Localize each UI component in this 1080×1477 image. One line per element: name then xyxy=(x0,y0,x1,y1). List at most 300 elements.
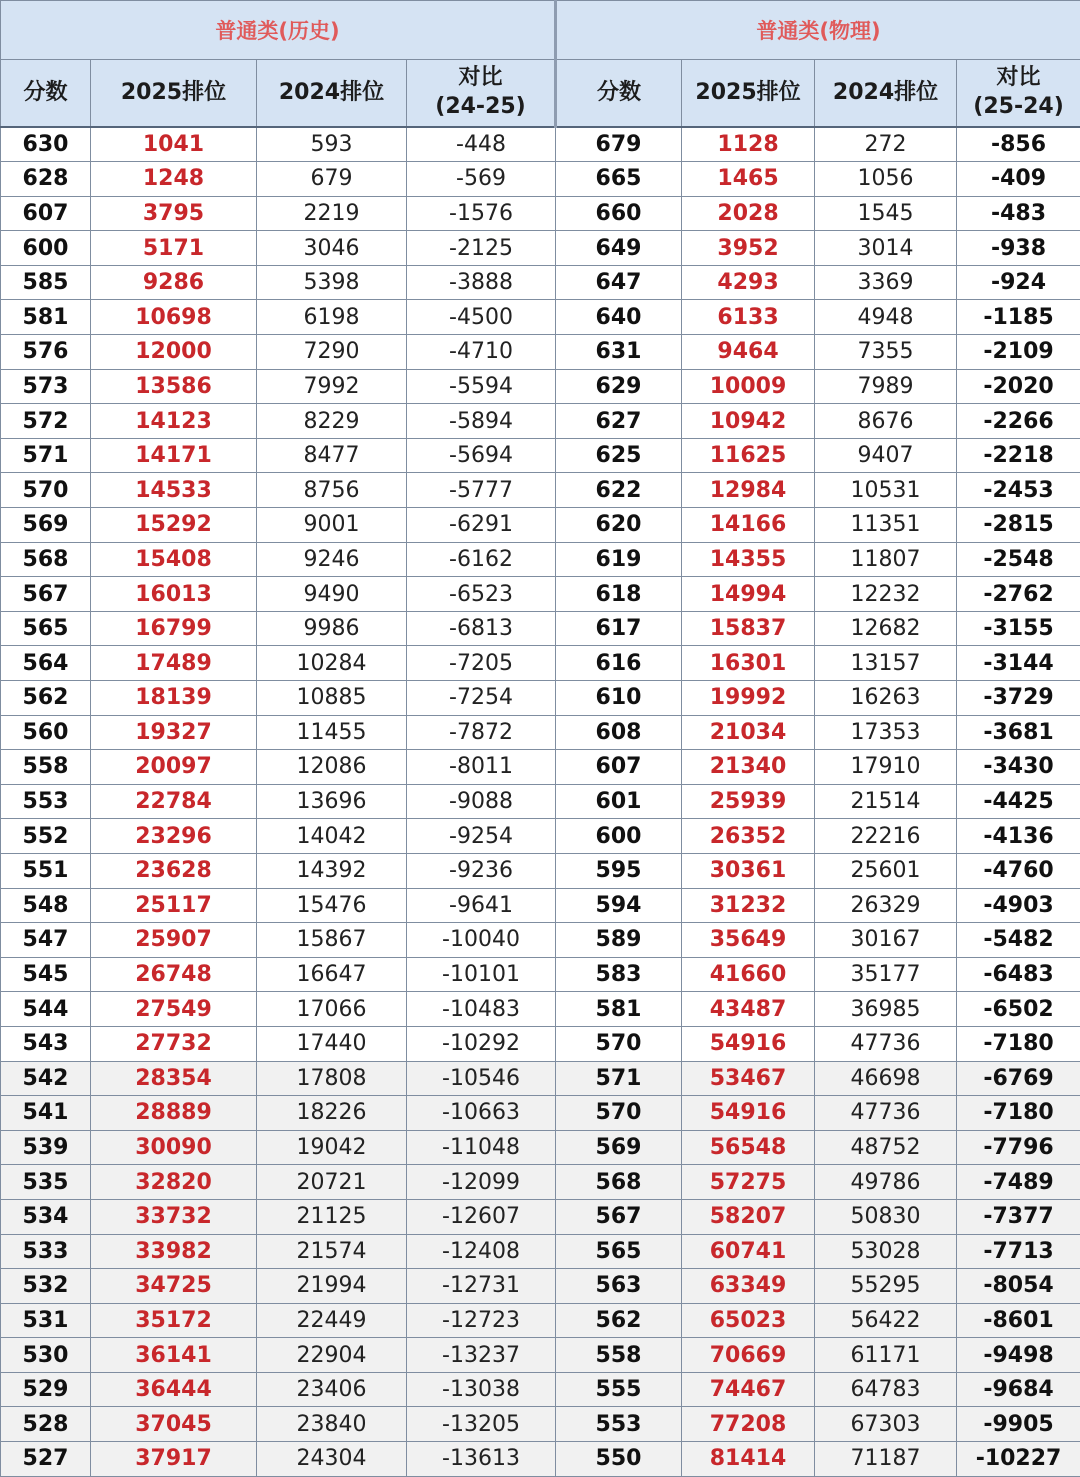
physics-diff-cell: -4903 xyxy=(957,888,1080,923)
physics-rank2025-cell: 14355 xyxy=(682,542,815,577)
history-rank2025-cell: 20097 xyxy=(91,750,257,785)
history-rank2025-cell: 1041 xyxy=(91,127,257,162)
history-score-header: 分数 xyxy=(1,60,91,128)
history-score-cell: 533 xyxy=(1,1234,91,1269)
group-history-header: 普通类(历史) xyxy=(1,1,556,60)
history-rank2024-cell: 10284 xyxy=(257,646,407,681)
physics-diff-cell: -7713 xyxy=(957,1234,1080,1269)
physics-rank2024-cell: 55295 xyxy=(815,1269,957,1304)
physics-rank2024-cell: 26329 xyxy=(815,888,957,923)
history-diff-cell: -4710 xyxy=(407,335,556,370)
history-score-cell: 573 xyxy=(1,369,91,404)
history-score-cell: 535 xyxy=(1,1165,91,1200)
physics-rank2024-cell: 16263 xyxy=(815,681,957,716)
physics-rank2025-cell: 65023 xyxy=(682,1303,815,1338)
history-rank2024-cell: 9001 xyxy=(257,508,407,543)
physics-rank2025-cell: 43487 xyxy=(682,992,815,1027)
table-row xyxy=(1,992,1080,1027)
history-rank2025-cell: 9286 xyxy=(91,265,257,300)
history-rank2025-cell: 3795 xyxy=(91,196,257,231)
history-rank2024-cell: 10885 xyxy=(257,681,407,716)
physics-score-cell: 631 xyxy=(556,335,682,370)
physics-diff-header-bottom: (25-24) xyxy=(957,93,1080,122)
history-score-cell: 527 xyxy=(1,1442,91,1477)
history-rank2024-cell: 22449 xyxy=(257,1303,407,1338)
physics-rank2024-cell: 9407 xyxy=(815,438,957,473)
history-diff-cell: -12408 xyxy=(407,1234,556,1269)
physics-diff-cell: -2453 xyxy=(957,473,1080,508)
physics-rank2025-cell: 1465 xyxy=(682,162,815,197)
physics-rank2025-cell: 25939 xyxy=(682,784,815,819)
physics-rank2024-cell: 49786 xyxy=(815,1165,957,1200)
history-score-cell: 553 xyxy=(1,784,91,819)
physics-rank2024-cell: 50830 xyxy=(815,1199,957,1234)
history-rank2024-cell: 8229 xyxy=(257,404,407,439)
history-diff-cell: -11048 xyxy=(407,1130,556,1165)
table-row xyxy=(1,265,1080,300)
history-rank2025-header: 2025排位 xyxy=(91,60,257,128)
physics-rank2024-cell: 17353 xyxy=(815,715,957,750)
history-diff-cell: -13038 xyxy=(407,1372,556,1407)
physics-rank2024-cell: 3014 xyxy=(815,231,957,266)
physics-score-cell: 567 xyxy=(556,1199,682,1234)
history-rank2025-cell: 14171 xyxy=(91,438,257,473)
physics-score-cell: 568 xyxy=(556,1165,682,1200)
physics-rank2024-cell: 53028 xyxy=(815,1234,957,1269)
history-rank2025-cell: 18139 xyxy=(91,681,257,716)
history-rank2025-cell: 25117 xyxy=(91,888,257,923)
table-row xyxy=(1,542,1080,577)
history-rank2025-cell: 25907 xyxy=(91,923,257,958)
history-score-cell: 569 xyxy=(1,508,91,543)
physics-rank2025-cell: 53467 xyxy=(682,1061,815,1096)
history-rank2024-cell: 18226 xyxy=(257,1096,407,1131)
table-row xyxy=(1,611,1080,646)
history-rank2025-cell: 33982 xyxy=(91,1234,257,1269)
history-diff-cell: -7254 xyxy=(407,681,556,716)
history-rank2024-cell: 12086 xyxy=(257,750,407,785)
history-score-cell: 551 xyxy=(1,853,91,888)
physics-rank2024-cell: 1056 xyxy=(815,162,957,197)
physics-rank2024-cell: 272 xyxy=(815,127,957,162)
physics-diff-cell: -2218 xyxy=(957,438,1080,473)
history-rank2025-cell: 10698 xyxy=(91,300,257,335)
history-rank2024-cell: 679 xyxy=(257,162,407,197)
history-diff-cell: -7205 xyxy=(407,646,556,681)
table-row xyxy=(1,646,1080,681)
history-score-cell: 541 xyxy=(1,1096,91,1131)
history-rank2024-cell: 9490 xyxy=(257,577,407,612)
physics-diff-cell: -7180 xyxy=(957,1096,1080,1131)
history-rank2024-cell: 11455 xyxy=(257,715,407,750)
history-rank2025-cell: 26748 xyxy=(91,957,257,992)
history-diff-cell: -1576 xyxy=(407,196,556,231)
table-row xyxy=(1,196,1080,231)
physics-rank2024-cell: 11351 xyxy=(815,508,957,543)
history-rank2025-cell: 28354 xyxy=(91,1061,257,1096)
physics-rank2025-cell: 70669 xyxy=(682,1338,815,1373)
history-score-cell: 564 xyxy=(1,646,91,681)
history-rank2025-cell: 23628 xyxy=(91,853,257,888)
physics-rank2025-cell: 30361 xyxy=(682,853,815,888)
physics-score-cell: 594 xyxy=(556,888,682,923)
history-rank2024-cell: 15476 xyxy=(257,888,407,923)
table-row xyxy=(1,404,1080,439)
history-rank2024-cell: 7290 xyxy=(257,335,407,370)
history-rank2024-cell: 13696 xyxy=(257,784,407,819)
physics-score-cell: 569 xyxy=(556,1130,682,1165)
physics-score-cell: 571 xyxy=(556,1061,682,1096)
physics-rank2024-cell: 22216 xyxy=(815,819,957,854)
history-rank2024-cell: 16647 xyxy=(257,957,407,992)
physics-diff-cell: -9905 xyxy=(957,1407,1080,1442)
history-diff-cell: -6813 xyxy=(407,611,556,646)
physics-rank2024-cell: 48752 xyxy=(815,1130,957,1165)
physics-score-cell: 565 xyxy=(556,1234,682,1269)
physics-rank2025-cell: 2028 xyxy=(682,196,815,231)
history-score-cell: 528 xyxy=(1,1407,91,1442)
history-rank2024-cell: 9246 xyxy=(257,542,407,577)
history-score-cell: 530 xyxy=(1,1338,91,1373)
table-row xyxy=(1,508,1080,543)
physics-rank2025-cell: 14994 xyxy=(682,577,815,612)
table-row xyxy=(1,231,1080,266)
table-row xyxy=(1,784,1080,819)
physics-rank2025-cell: 21034 xyxy=(682,715,815,750)
history-score-cell: 543 xyxy=(1,1026,91,1061)
physics-rank2024-cell: 3369 xyxy=(815,265,957,300)
history-rank2024-cell: 22904 xyxy=(257,1338,407,1373)
table-row xyxy=(1,923,1080,958)
physics-rank2024-cell: 46698 xyxy=(815,1061,957,1096)
history-rank2025-cell: 32820 xyxy=(91,1165,257,1200)
history-diff-cell: -5777 xyxy=(407,473,556,508)
physics-score-cell: 595 xyxy=(556,853,682,888)
history-rank2025-cell: 33732 xyxy=(91,1199,257,1234)
physics-diff-cell: -938 xyxy=(957,231,1080,266)
history-diff-cell: -10040 xyxy=(407,923,556,958)
history-score-cell: 570 xyxy=(1,473,91,508)
history-rank2024-cell: 8756 xyxy=(257,473,407,508)
history-rank2024-cell: 8477 xyxy=(257,438,407,473)
history-rank2025-cell: 37917 xyxy=(91,1442,257,1477)
history-rank2025-cell: 22784 xyxy=(91,784,257,819)
physics-rank2025-cell: 56548 xyxy=(682,1130,815,1165)
history-diff-cell: -6523 xyxy=(407,577,556,612)
physics-rank2025-cell: 41660 xyxy=(682,957,815,992)
physics-score-cell: 607 xyxy=(556,750,682,785)
table-row xyxy=(1,1165,1080,1200)
physics-score-cell: 620 xyxy=(556,508,682,543)
history-rank2025-cell: 27549 xyxy=(91,992,257,1027)
physics-diff-cell: -9684 xyxy=(957,1372,1080,1407)
history-diff-cell: -12607 xyxy=(407,1199,556,1234)
history-diff-header-top: 对比 xyxy=(407,64,554,93)
history-score-cell: 532 xyxy=(1,1269,91,1304)
physics-rank2024-cell: 61171 xyxy=(815,1338,957,1373)
physics-score-cell: 558 xyxy=(556,1338,682,1373)
physics-rank2024-cell: 13157 xyxy=(815,646,957,681)
physics-score-cell: 616 xyxy=(556,646,682,681)
history-diff-cell: -10663 xyxy=(407,1096,556,1131)
physics-diff-cell: -3144 xyxy=(957,646,1080,681)
physics-diff-cell: -7377 xyxy=(957,1199,1080,1234)
history-rank2025-cell: 17489 xyxy=(91,646,257,681)
history-diff-cell: -13613 xyxy=(407,1442,556,1477)
table-row xyxy=(1,715,1080,750)
history-rank2025-cell: 27732 xyxy=(91,1026,257,1061)
physics-diff-cell: -9498 xyxy=(957,1338,1080,1373)
physics-score-cell: 618 xyxy=(556,577,682,612)
table-row xyxy=(1,1407,1080,1442)
physics-rank2025-cell: 1128 xyxy=(682,127,815,162)
physics-rank2024-cell: 7989 xyxy=(815,369,957,404)
history-rank2025-cell: 16799 xyxy=(91,611,257,646)
physics-rank2025-cell: 26352 xyxy=(682,819,815,854)
physics-rank2024-cell: 35177 xyxy=(815,957,957,992)
history-score-cell: 545 xyxy=(1,957,91,992)
history-rank2024-cell: 7992 xyxy=(257,369,407,404)
physics-score-cell: 629 xyxy=(556,369,682,404)
history-diff-cell: -9088 xyxy=(407,784,556,819)
physics-rank2025-cell: 54916 xyxy=(682,1026,815,1061)
history-score-cell: 562 xyxy=(1,681,91,716)
table-row xyxy=(1,1199,1080,1234)
table-row xyxy=(1,577,1080,612)
table-row xyxy=(1,1234,1080,1269)
physics-score-cell: 570 xyxy=(556,1026,682,1061)
physics-rank2025-cell: 16301 xyxy=(682,646,815,681)
history-score-cell: 630 xyxy=(1,127,91,162)
history-diff-header xyxy=(407,60,556,128)
physics-diff-cell: -6769 xyxy=(957,1061,1080,1096)
physics-score-cell: 619 xyxy=(556,542,682,577)
table-row xyxy=(1,473,1080,508)
table-row xyxy=(1,1269,1080,1304)
table-row xyxy=(1,888,1080,923)
physics-rank2024-cell: 67303 xyxy=(815,1407,957,1442)
history-diff-cell: -5894 xyxy=(407,404,556,439)
physics-rank2024-cell: 4948 xyxy=(815,300,957,335)
history-rank2024-cell: 23406 xyxy=(257,1372,407,1407)
physics-score-cell: 553 xyxy=(556,1407,682,1442)
history-diff-cell: -7872 xyxy=(407,715,556,750)
history-rank2024-cell: 5398 xyxy=(257,265,407,300)
history-rank2025-cell: 35172 xyxy=(91,1303,257,1338)
physics-rank2025-cell: 11625 xyxy=(682,438,815,473)
physics-diff-cell: -2815 xyxy=(957,508,1080,543)
history-rank2025-cell: 15408 xyxy=(91,542,257,577)
history-rank2024-cell: 19042 xyxy=(257,1130,407,1165)
table-body xyxy=(1,127,1080,1476)
history-score-cell: 567 xyxy=(1,577,91,612)
physics-diff-cell: -856 xyxy=(957,127,1080,162)
physics-rank2024-cell: 11807 xyxy=(815,542,957,577)
physics-score-cell: 563 xyxy=(556,1269,682,1304)
history-rank2025-cell: 34725 xyxy=(91,1269,257,1304)
physics-diff-cell: -3430 xyxy=(957,750,1080,785)
physics-score-cell: 617 xyxy=(556,611,682,646)
physics-rank2025-cell: 12984 xyxy=(682,473,815,508)
physics-rank2024-cell: 25601 xyxy=(815,853,957,888)
history-diff-cell: -3888 xyxy=(407,265,556,300)
physics-score-cell: 679 xyxy=(556,127,682,162)
history-diff-cell: -12099 xyxy=(407,1165,556,1200)
history-rank2025-cell: 28889 xyxy=(91,1096,257,1131)
history-rank2025-cell: 16013 xyxy=(91,577,257,612)
physics-score-cell: 640 xyxy=(556,300,682,335)
physics-rank2024-cell: 71187 xyxy=(815,1442,957,1477)
history-diff-cell: -8011 xyxy=(407,750,556,785)
history-score-cell: 534 xyxy=(1,1199,91,1234)
physics-diff-cell: -7180 xyxy=(957,1026,1080,1061)
physics-score-cell: 647 xyxy=(556,265,682,300)
physics-rank2025-cell: 81414 xyxy=(682,1442,815,1477)
history-diff-cell: -9254 xyxy=(407,819,556,854)
history-rank2025-cell: 1248 xyxy=(91,162,257,197)
history-rank2024-cell: 17440 xyxy=(257,1026,407,1061)
physics-diff-cell: -8054 xyxy=(957,1269,1080,1304)
history-rank2025-cell: 37045 xyxy=(91,1407,257,1442)
history-diff-cell: -13205 xyxy=(407,1407,556,1442)
physics-rank2025-cell: 10009 xyxy=(682,369,815,404)
physics-diff-cell: -8601 xyxy=(957,1303,1080,1338)
physics-diff-cell: -7796 xyxy=(957,1130,1080,1165)
history-score-cell: 539 xyxy=(1,1130,91,1165)
table-row xyxy=(1,1096,1080,1131)
physics-rank2024-cell: 10531 xyxy=(815,473,957,508)
physics-rank2024-cell: 1545 xyxy=(815,196,957,231)
physics-diff-cell: -6502 xyxy=(957,992,1080,1027)
table-row xyxy=(1,853,1080,888)
history-diff-cell: -5694 xyxy=(407,438,556,473)
physics-diff-header xyxy=(957,60,1080,128)
physics-score-cell: 649 xyxy=(556,231,682,266)
table-row xyxy=(1,819,1080,854)
history-rank2024-cell: 14392 xyxy=(257,853,407,888)
history-rank2024-cell: 21125 xyxy=(257,1199,407,1234)
history-rank2024-cell: 23840 xyxy=(257,1407,407,1442)
physics-score-cell: 665 xyxy=(556,162,682,197)
physics-rank2024-header: 2024排位 xyxy=(815,60,957,128)
physics-diff-cell: -7489 xyxy=(957,1165,1080,1200)
table-row xyxy=(1,750,1080,785)
history-diff-cell: -2125 xyxy=(407,231,556,266)
table-row xyxy=(1,369,1080,404)
history-score-cell: 607 xyxy=(1,196,91,231)
table-row xyxy=(1,957,1080,992)
physics-score-cell: 627 xyxy=(556,404,682,439)
table-row xyxy=(1,1026,1080,1061)
physics-rank2024-cell: 21514 xyxy=(815,784,957,819)
physics-rank2024-cell: 7355 xyxy=(815,335,957,370)
history-score-cell: 548 xyxy=(1,888,91,923)
physics-rank2025-cell: 58207 xyxy=(682,1199,815,1234)
table-row xyxy=(1,127,1080,162)
physics-score-cell: 600 xyxy=(556,819,682,854)
physics-rank2025-cell: 19992 xyxy=(682,681,815,716)
physics-rank2024-cell: 17910 xyxy=(815,750,957,785)
physics-score-cell: 625 xyxy=(556,438,682,473)
physics-rank2024-cell: 12682 xyxy=(815,611,957,646)
history-diff-cell: -9641 xyxy=(407,888,556,923)
history-rank2024-cell: 24304 xyxy=(257,1442,407,1477)
physics-score-cell: 570 xyxy=(556,1096,682,1131)
history-diff-cell: -6291 xyxy=(407,508,556,543)
physics-rank2024-cell: 64783 xyxy=(815,1372,957,1407)
history-rank2024-cell: 2219 xyxy=(257,196,407,231)
physics-rank2024-cell: 47736 xyxy=(815,1096,957,1131)
physics-rank2024-cell: 47736 xyxy=(815,1026,957,1061)
physics-diff-cell: -3155 xyxy=(957,611,1080,646)
physics-diff-cell: -3729 xyxy=(957,681,1080,716)
group-header-row xyxy=(1,1,1080,60)
physics-diff-cell: -2020 xyxy=(957,369,1080,404)
physics-diff-cell: -409 xyxy=(957,162,1080,197)
physics-score-cell: 581 xyxy=(556,992,682,1027)
physics-rank2025-cell: 14166 xyxy=(682,508,815,543)
physics-diff-cell: -2548 xyxy=(957,542,1080,577)
physics-rank2025-cell: 21340 xyxy=(682,750,815,785)
table-row xyxy=(1,1303,1080,1338)
physics-score-header: 分数 xyxy=(556,60,682,128)
history-score-cell: 600 xyxy=(1,231,91,266)
history-rank2025-cell: 13586 xyxy=(91,369,257,404)
physics-score-cell: 583 xyxy=(556,957,682,992)
history-diff-cell: -4500 xyxy=(407,300,556,335)
history-rank2024-cell: 6198 xyxy=(257,300,407,335)
history-rank2025-cell: 5171 xyxy=(91,231,257,266)
history-rank2025-cell: 36444 xyxy=(91,1372,257,1407)
history-score-cell: 585 xyxy=(1,265,91,300)
history-rank2024-cell: 17808 xyxy=(257,1061,407,1096)
physics-rank2025-cell: 3952 xyxy=(682,231,815,266)
history-rank2025-cell: 30090 xyxy=(91,1130,257,1165)
physics-score-cell: 622 xyxy=(556,473,682,508)
history-score-cell: 531 xyxy=(1,1303,91,1338)
physics-diff-cell: -2109 xyxy=(957,335,1080,370)
history-score-cell: 628 xyxy=(1,162,91,197)
column-header-row xyxy=(1,60,1080,128)
physics-diff-cell: -5482 xyxy=(957,923,1080,958)
physics-rank2025-cell: 77208 xyxy=(682,1407,815,1442)
physics-score-cell: 589 xyxy=(556,923,682,958)
physics-diff-cell: -924 xyxy=(957,265,1080,300)
history-score-cell: 529 xyxy=(1,1372,91,1407)
physics-score-cell: 555 xyxy=(556,1372,682,1407)
history-diff-cell: -13237 xyxy=(407,1338,556,1373)
table-row xyxy=(1,335,1080,370)
history-rank2024-cell: 21574 xyxy=(257,1234,407,1269)
history-diff-cell: -10292 xyxy=(407,1026,556,1061)
physics-score-cell: 601 xyxy=(556,784,682,819)
physics-score-cell: 608 xyxy=(556,715,682,750)
physics-rank2025-cell: 63349 xyxy=(682,1269,815,1304)
history-rank2024-cell: 15867 xyxy=(257,923,407,958)
physics-rank2025-cell: 15837 xyxy=(682,611,815,646)
history-rank2024-cell: 9986 xyxy=(257,611,407,646)
physics-diff-cell: -3681 xyxy=(957,715,1080,750)
physics-diff-cell: -2762 xyxy=(957,577,1080,612)
history-diff-cell: -10101 xyxy=(407,957,556,992)
history-rank2025-cell: 19327 xyxy=(91,715,257,750)
table-row xyxy=(1,1338,1080,1373)
history-score-cell: 552 xyxy=(1,819,91,854)
history-rank2024-cell: 20721 xyxy=(257,1165,407,1200)
table-row xyxy=(1,681,1080,716)
physics-diff-cell: -6483 xyxy=(957,957,1080,992)
history-diff-cell: -448 xyxy=(407,127,556,162)
